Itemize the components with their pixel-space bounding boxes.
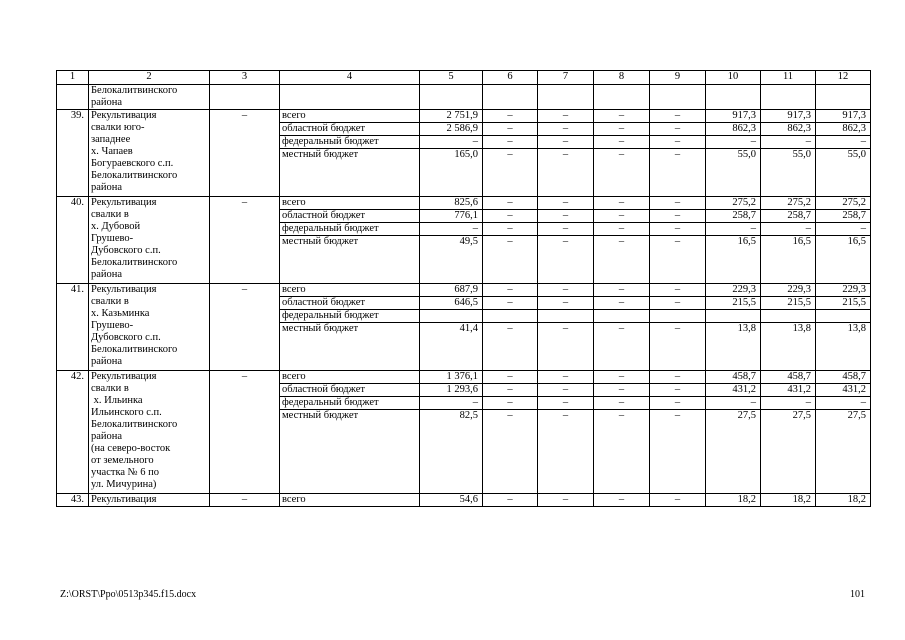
name-line: Белокалитвинского <box>91 257 178 268</box>
year-amount <box>816 310 871 323</box>
year-amount: – <box>538 297 594 310</box>
year-amount: – <box>816 136 871 149</box>
year-amount: – <box>483 210 538 223</box>
year-amount: – <box>650 384 706 397</box>
header-row <box>57 71 871 85</box>
year-amount: 16,5 <box>761 236 816 284</box>
year-amount <box>538 310 594 323</box>
empty-cell <box>280 85 420 110</box>
year-amount: – <box>483 149 538 197</box>
year-amount: – <box>483 223 538 236</box>
year-amount: 458,7 <box>816 371 871 384</box>
year-amount: 16,5 <box>706 236 761 284</box>
column-number-header: 1 <box>57 71 89 85</box>
column-number-header: 3 <box>210 71 280 85</box>
name-line: х. Казьминка <box>91 308 150 319</box>
funding-source-label: всего <box>280 284 420 297</box>
object-name-cell <box>89 197 210 284</box>
year-amount: 431,2 <box>816 384 871 397</box>
year-amount: 18,2 <box>706 494 761 507</box>
row-index: 43. <box>57 494 89 507</box>
year-amount: – <box>816 223 871 236</box>
year-amount: 55,0 <box>816 149 871 197</box>
name-line: свалки в <box>91 209 129 220</box>
year-amount: 258,7 <box>761 210 816 223</box>
column-number-header: 10 <box>706 71 761 85</box>
year-amount: – <box>650 236 706 284</box>
total-amount: 776,1 <box>420 210 483 223</box>
year-amount: 229,3 <box>761 284 816 297</box>
total-amount: 646,5 <box>420 297 483 310</box>
year-amount: – <box>538 284 594 297</box>
name-line: района <box>91 97 123 108</box>
year-amount: 229,3 <box>706 284 761 297</box>
name-line: Грушево- <box>91 233 134 244</box>
column-3-cell: – <box>210 371 280 494</box>
year-amount: – <box>594 210 650 223</box>
total-amount: 82,5 <box>420 410 483 494</box>
page-number: 101 <box>850 589 865 600</box>
year-amount: 862,3 <box>706 123 761 136</box>
year-amount: – <box>816 397 871 410</box>
total-amount <box>420 310 483 323</box>
year-amount: – <box>594 110 650 123</box>
name-line: свалки в <box>91 296 129 307</box>
year-amount: 862,3 <box>761 123 816 136</box>
name-line: ул. Мичурина) <box>91 479 157 490</box>
name-line: участка № 6 по <box>91 467 160 478</box>
year-amount <box>483 310 538 323</box>
year-amount: 18,2 <box>816 494 871 507</box>
empty-cell <box>761 85 816 110</box>
column-number-header: 11 <box>761 71 816 85</box>
name-line: от земельного <box>91 455 154 466</box>
year-amount: 917,3 <box>816 110 871 123</box>
funding-source-label: всего <box>280 371 420 384</box>
table-row <box>57 110 871 123</box>
year-amount: – <box>594 197 650 210</box>
year-amount: 16,5 <box>816 236 871 284</box>
table-row <box>57 284 871 297</box>
index-cell <box>57 85 89 110</box>
year-amount: – <box>483 197 538 210</box>
column-3-cell: – <box>210 197 280 284</box>
year-amount: – <box>650 323 706 371</box>
year-amount: – <box>650 149 706 197</box>
year-amount: – <box>538 149 594 197</box>
total-amount: 1 376,1 <box>420 371 483 384</box>
object-name-cell <box>89 371 210 494</box>
year-amount: – <box>483 284 538 297</box>
name-line: Дубовского с.п. <box>91 332 161 343</box>
year-amount: – <box>650 110 706 123</box>
year-amount: – <box>483 384 538 397</box>
column-number-header: 6 <box>483 71 538 85</box>
year-amount: – <box>483 297 538 310</box>
year-amount: 258,7 <box>816 210 871 223</box>
year-amount: – <box>483 410 538 494</box>
name-line: Белокалитвинского <box>91 344 178 355</box>
year-amount: – <box>483 323 538 371</box>
year-amount: – <box>706 397 761 410</box>
row-index: 41. <box>57 284 89 371</box>
name-line: Рекультивация <box>91 284 157 295</box>
year-amount: – <box>650 397 706 410</box>
funding-source-label: местный бюджет <box>280 149 420 197</box>
year-amount: 27,5 <box>761 410 816 494</box>
year-amount: – <box>538 123 594 136</box>
total-amount: 825,6 <box>420 197 483 210</box>
year-amount: – <box>483 494 538 507</box>
table-row <box>57 371 871 384</box>
name-line: Рекультивация <box>91 110 157 121</box>
year-amount: 862,3 <box>816 123 871 136</box>
row-index: 39. <box>57 110 89 197</box>
name-line: Белокалитвинского <box>91 419 178 430</box>
year-amount: – <box>538 384 594 397</box>
name-line: Рекультивация <box>91 371 157 382</box>
total-amount: – <box>420 136 483 149</box>
year-amount: 13,8 <box>706 323 761 371</box>
year-amount: – <box>538 210 594 223</box>
year-amount: 917,3 <box>761 110 816 123</box>
year-amount: 458,7 <box>706 371 761 384</box>
object-name-cell <box>89 494 210 507</box>
continuation-row <box>57 85 871 110</box>
total-amount: 41,4 <box>420 323 483 371</box>
year-amount: – <box>706 136 761 149</box>
column-3-cell: – <box>210 494 280 507</box>
year-amount: – <box>594 297 650 310</box>
year-amount: – <box>483 123 538 136</box>
year-amount: – <box>650 223 706 236</box>
object-name-cell <box>89 85 210 110</box>
funding-table <box>56 70 871 507</box>
column-number-header: 4 <box>280 71 420 85</box>
year-amount: 27,5 <box>706 410 761 494</box>
year-amount: – <box>538 410 594 494</box>
year-amount: – <box>538 236 594 284</box>
year-amount: 275,2 <box>761 197 816 210</box>
year-amount: – <box>594 236 650 284</box>
name-line: х. Чапаев <box>91 146 133 157</box>
year-amount: 431,2 <box>706 384 761 397</box>
funding-source-label: федеральный бюджет <box>280 223 420 236</box>
funding-source-label: областной бюджет <box>280 297 420 310</box>
name-line: Белокалитвинского <box>91 85 178 96</box>
year-amount: – <box>650 371 706 384</box>
year-amount <box>706 310 761 323</box>
year-amount: – <box>538 397 594 410</box>
year-amount: – <box>594 136 650 149</box>
funding-source-label: федеральный бюджет <box>280 136 420 149</box>
empty-cell <box>483 85 538 110</box>
funding-source-label: всего <box>280 494 420 507</box>
object-name-cell <box>89 110 210 197</box>
name-line: Дубовского с.п. <box>91 245 161 256</box>
year-amount <box>761 310 816 323</box>
year-amount: 215,5 <box>816 297 871 310</box>
funding-source-label: областной бюджет <box>280 210 420 223</box>
year-amount: – <box>594 284 650 297</box>
year-amount: – <box>650 494 706 507</box>
year-amount: – <box>538 223 594 236</box>
column-3-cell: – <box>210 110 280 197</box>
year-amount: – <box>706 223 761 236</box>
year-amount: – <box>594 397 650 410</box>
funding-source-label: областной бюджет <box>280 123 420 136</box>
year-amount: – <box>538 494 594 507</box>
year-amount: – <box>483 371 538 384</box>
column-3-cell: – <box>210 284 280 371</box>
empty-cell <box>650 85 706 110</box>
name-line: района <box>91 356 123 367</box>
total-amount: – <box>420 397 483 410</box>
year-amount: – <box>761 136 816 149</box>
total-amount: 2 751,9 <box>420 110 483 123</box>
row-index: 42. <box>57 371 89 494</box>
file-path: Z:\ORST\Ppo\0513p345.f15.docx <box>60 589 197 600</box>
funding-source-label: местный бюджет <box>280 236 420 284</box>
name-line: района <box>91 182 123 193</box>
total-amount: 2 586,9 <box>420 123 483 136</box>
total-amount: 687,9 <box>420 284 483 297</box>
name-line: (на северо-восток <box>91 443 171 454</box>
year-amount: – <box>483 136 538 149</box>
year-amount: – <box>483 110 538 123</box>
name-line: свалки юго- <box>91 122 145 133</box>
year-amount: 13,8 <box>816 323 871 371</box>
year-amount: – <box>594 410 650 494</box>
total-amount: 54,6 <box>420 494 483 507</box>
year-amount: 27,5 <box>816 410 871 494</box>
column-number-header: 2 <box>89 71 210 85</box>
empty-cell <box>816 85 871 110</box>
year-amount: – <box>483 397 538 410</box>
year-amount: – <box>594 323 650 371</box>
year-amount: 431,2 <box>761 384 816 397</box>
empty-cell <box>594 85 650 110</box>
year-amount: – <box>650 284 706 297</box>
funding-source-label: всего <box>280 110 420 123</box>
column-number-header: 9 <box>650 71 706 85</box>
year-amount: 229,3 <box>816 284 871 297</box>
name-line: х. Дубовой <box>91 221 141 232</box>
year-amount: 55,0 <box>761 149 816 197</box>
funding-source-label: областной бюджет <box>280 384 420 397</box>
funding-source-label: федеральный бюджет <box>280 310 420 323</box>
name-line: Богураевского с.п. <box>91 158 174 169</box>
year-amount: – <box>594 384 650 397</box>
funding-source-label: федеральный бюджет <box>280 397 420 410</box>
year-amount: – <box>650 197 706 210</box>
funding-source-label: местный бюджет <box>280 410 420 494</box>
year-amount: – <box>538 371 594 384</box>
object-name-cell <box>89 284 210 371</box>
name-line: Грушево- <box>91 320 134 331</box>
year-amount: – <box>594 494 650 507</box>
empty-cell <box>420 85 483 110</box>
name-line: х. Ильинка <box>91 395 143 406</box>
year-amount: – <box>594 371 650 384</box>
total-amount: 49,5 <box>420 236 483 284</box>
year-amount: – <box>650 136 706 149</box>
total-amount: – <box>420 223 483 236</box>
year-amount: – <box>650 123 706 136</box>
empty-cell <box>706 85 761 110</box>
year-amount <box>594 310 650 323</box>
year-amount: – <box>650 410 706 494</box>
year-amount: – <box>538 110 594 123</box>
column-number-header: 7 <box>538 71 594 85</box>
column-number-header: 8 <box>594 71 650 85</box>
name-line: Рекультивация <box>91 197 157 208</box>
year-amount: – <box>538 136 594 149</box>
name-line: западнее <box>91 134 131 145</box>
year-amount: 18,2 <box>761 494 816 507</box>
year-amount: 275,2 <box>816 197 871 210</box>
year-amount: 13,8 <box>761 323 816 371</box>
year-amount: 275,2 <box>706 197 761 210</box>
year-amount: 917,3 <box>706 110 761 123</box>
year-amount: – <box>650 297 706 310</box>
year-amount: 215,5 <box>761 297 816 310</box>
name-line: свалки в <box>91 383 129 394</box>
column-number-header: 5 <box>420 71 483 85</box>
year-amount: 258,7 <box>706 210 761 223</box>
row-index: 40. <box>57 197 89 284</box>
column-number-header: 12 <box>816 71 871 85</box>
year-amount: – <box>761 397 816 410</box>
year-amount: – <box>761 223 816 236</box>
funding-source-label: всего <box>280 197 420 210</box>
year-amount: – <box>483 236 538 284</box>
year-amount: 55,0 <box>706 149 761 197</box>
year-amount: 458,7 <box>761 371 816 384</box>
name-line: Рекультивация <box>91 494 157 505</box>
table-row <box>57 494 871 507</box>
name-line: района <box>91 431 123 442</box>
funding-source-label: местный бюджет <box>280 323 420 371</box>
year-amount: – <box>538 197 594 210</box>
year-amount: – <box>594 149 650 197</box>
table-row <box>57 197 871 210</box>
name-line: района <box>91 269 123 280</box>
total-amount: 1 293,6 <box>420 384 483 397</box>
empty-cell <box>210 85 280 110</box>
year-amount: – <box>594 223 650 236</box>
year-amount: 215,5 <box>706 297 761 310</box>
name-line: Ильинского с.п. <box>91 407 162 418</box>
year-amount: – <box>650 210 706 223</box>
year-amount <box>650 310 706 323</box>
name-line: Белокалитвинского <box>91 170 178 181</box>
year-amount: – <box>538 323 594 371</box>
table-body <box>57 71 871 507</box>
total-amount: 165,0 <box>420 149 483 197</box>
empty-cell <box>538 85 594 110</box>
year-amount: – <box>594 123 650 136</box>
